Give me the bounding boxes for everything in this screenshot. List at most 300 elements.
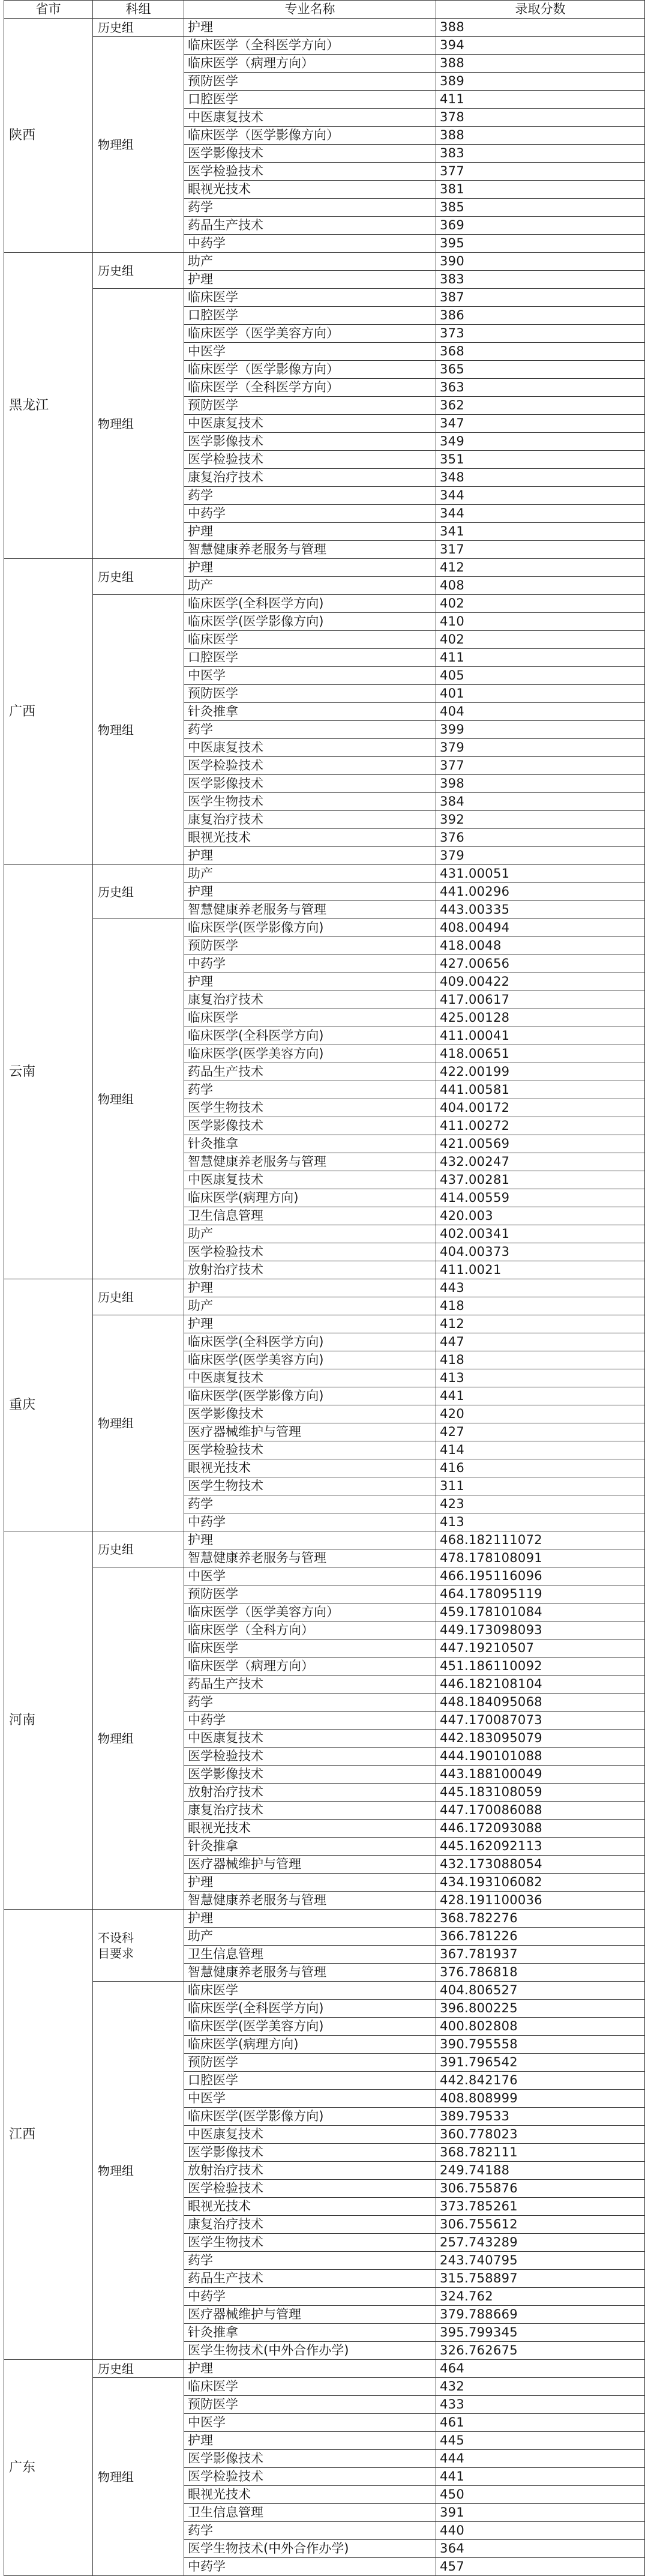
major-name-cell: 医学生物技术 xyxy=(184,1099,436,1117)
major-name-cell: 预防医学 xyxy=(184,2396,436,2414)
admission-score-cell: 392 xyxy=(436,811,645,829)
subject-group-cell xyxy=(93,2378,184,2576)
admission-score-cell: 412 xyxy=(436,1315,645,1333)
major-name-cell: 医学生物技术 xyxy=(184,793,436,811)
subject-group-cell xyxy=(93,19,184,37)
admission-score-cell: 368 xyxy=(436,343,645,361)
admission-score-cell: 411.0021 xyxy=(436,1261,645,1279)
admission-score-cell: 388 xyxy=(436,127,645,145)
major-name-cell: 医疗器械维护与管理 xyxy=(184,1423,436,1441)
admission-score-cell: 405 xyxy=(436,667,645,685)
subject-group-cell xyxy=(93,559,184,595)
subject-group-label: 物理组 xyxy=(98,722,134,737)
major-name-cell: 临床医学（全科医学方向） xyxy=(184,37,436,55)
admission-score-cell: 411.00272 xyxy=(436,1117,645,1135)
admission-score-cell: 364 xyxy=(436,2540,645,2558)
admission-score-cell: 377 xyxy=(436,757,645,775)
admission-score-cell: 443.188100049 xyxy=(436,1766,645,1784)
header-major-name: 专业名称 xyxy=(184,1,436,19)
major-name-cell: 智慧健康养老服务与管理 xyxy=(184,541,436,559)
admission-score-cell: 389 xyxy=(436,73,645,91)
admission-score-cell: 427.00656 xyxy=(436,955,645,973)
major-name-cell: 中医康复技术 xyxy=(184,1730,436,1748)
major-name-cell: 药学 xyxy=(184,721,436,739)
admission-score-cell: 459.178101084 xyxy=(436,1603,645,1621)
major-name-cell: 临床医学(全科医学方向) xyxy=(184,1027,436,1045)
admission-score-cell: 398 xyxy=(436,775,645,793)
admission-score-cell: 383 xyxy=(436,145,645,163)
admission-score-cell: 417.00617 xyxy=(436,991,645,1009)
subject-group-cell xyxy=(93,1567,184,1910)
major-name-cell: 中医康复技术 xyxy=(184,1171,436,1189)
major-name-cell: 医学生物技术 xyxy=(184,1477,436,1495)
admission-score-cell: 369 xyxy=(436,217,645,235)
major-name-cell: 中医康复技术 xyxy=(184,109,436,127)
major-name-cell: 医学检验技术 xyxy=(184,757,436,775)
major-name-cell: 中医康复技术 xyxy=(184,415,436,433)
admission-score-cell: 442.183095079 xyxy=(436,1730,645,1748)
major-name-cell: 临床医学(医学美容方向) xyxy=(184,1351,436,1369)
major-name-cell: 预防医学 xyxy=(184,73,436,91)
major-name-cell: 医学生物技术(中外合作办学) xyxy=(184,2342,436,2360)
major-name-cell: 放射治疗技术 xyxy=(184,1784,436,1802)
admission-score-cell: 315.758897 xyxy=(436,2270,645,2288)
major-name-cell: 药学 xyxy=(184,199,436,217)
major-name-cell: 中药学 xyxy=(184,2558,436,2576)
major-name-cell: 助产 xyxy=(184,253,436,271)
admission-scores-table xyxy=(4,0,645,2576)
admission-score-cell: 428.191100036 xyxy=(436,1892,645,1910)
major-name-cell: 临床医学(全科医学方向) xyxy=(184,2000,436,2018)
major-name-cell: 医疗器械维护与管理 xyxy=(184,2306,436,2324)
admission-score-cell: 433 xyxy=(436,2396,645,2414)
admission-score-cell: 418.00651 xyxy=(436,1045,645,1063)
major-name-cell: 护理 xyxy=(184,883,436,901)
major-name-cell: 医学影像技术 xyxy=(184,2144,436,2162)
subject-group-cell xyxy=(93,1910,184,1982)
admission-score-cell: 420.003 xyxy=(436,1207,645,1225)
admission-score-cell: 363 xyxy=(436,379,645,397)
major-name-cell: 临床医学（病理方向） xyxy=(184,55,436,73)
admission-score-cell: 385 xyxy=(436,199,645,217)
province-cell: 云南 xyxy=(4,865,93,1279)
subject-group-cell xyxy=(93,1279,184,1315)
admission-score-cell: 441 xyxy=(436,2468,645,2486)
major-name-cell: 临床医学（病理方向） xyxy=(184,1658,436,1676)
major-name-cell: 眼视光技术 xyxy=(184,1459,436,1477)
major-name-cell: 中药学 xyxy=(184,235,436,253)
table-row xyxy=(4,37,645,55)
admission-score-cell: 348 xyxy=(436,469,645,487)
major-name-cell: 口腔医学 xyxy=(184,91,436,109)
major-name-cell: 康复治疗技术 xyxy=(184,1802,436,1820)
subject-group-label: 历史组 xyxy=(98,2361,134,2376)
admission-score-cell: 413 xyxy=(436,1513,645,1531)
admission-score-cell: 388 xyxy=(436,19,645,37)
admission-score-cell: 347 xyxy=(436,415,645,433)
major-name-cell: 医学检验技术 xyxy=(184,1748,436,1766)
admission-score-cell: 412 xyxy=(436,559,645,577)
admission-score-cell: 447.170087073 xyxy=(436,1712,645,1730)
admission-score-cell: 351 xyxy=(436,451,645,469)
major-name-cell: 眼视光技术 xyxy=(184,2198,436,2216)
major-name-cell: 助产 xyxy=(184,1225,436,1243)
major-name-cell: 临床医学(医学影像方向) xyxy=(184,919,436,937)
admission-score-cell: 384 xyxy=(436,793,645,811)
admission-score-cell: 418 xyxy=(436,1297,645,1315)
major-name-cell: 临床医学 xyxy=(184,631,436,649)
admission-score-cell: 344 xyxy=(436,505,645,523)
major-name-cell: 助产 xyxy=(184,577,436,595)
subject-group-label: 物理组 xyxy=(98,416,134,431)
admission-score-cell: 306.755612 xyxy=(436,2216,645,2234)
admission-score-cell: 367.781937 xyxy=(436,1946,645,1964)
admission-score-cell: 390 xyxy=(436,253,645,271)
major-name-cell: 临床医学(医学影像方向) xyxy=(184,1387,436,1405)
admission-score-cell: 432.173088054 xyxy=(436,1856,645,1874)
province-cell: 重庆 xyxy=(4,1279,93,1531)
admission-score-cell: 414.00559 xyxy=(436,1189,645,1207)
major-name-cell: 药品生产技术 xyxy=(184,1063,436,1081)
major-name-cell: 临床医学 xyxy=(184,2378,436,2396)
admission-score-cell: 464 xyxy=(436,2360,645,2378)
admission-score-cell: 425.00128 xyxy=(436,1009,645,1027)
major-name-cell: 医学影像技术 xyxy=(184,1117,436,1135)
admission-score-cell: 443.00335 xyxy=(436,901,645,919)
major-name-cell: 药学 xyxy=(184,487,436,505)
admission-score-cell: 362 xyxy=(436,397,645,415)
major-name-cell: 助产 xyxy=(184,1297,436,1315)
admission-score-cell: 366.781226 xyxy=(436,1928,645,1946)
admission-score-cell: 447.19210507 xyxy=(436,1639,645,1658)
admission-score-cell: 445.162092113 xyxy=(436,1838,645,1856)
major-name-cell: 针灸推拿 xyxy=(184,1135,436,1153)
major-name-cell: 药学 xyxy=(184,2252,436,2270)
admission-score-cell: 360.778023 xyxy=(436,2126,645,2144)
admission-score-cell: 445.183108059 xyxy=(436,1784,645,1802)
major-name-cell: 临床医学（全科方向） xyxy=(184,1621,436,1639)
subject-group-cell xyxy=(93,1982,184,2360)
major-name-cell: 针灸推拿 xyxy=(184,703,436,721)
admission-score-cell: 421.00569 xyxy=(436,1135,645,1153)
admission-score-cell: 373 xyxy=(436,325,645,343)
subject-group-cell xyxy=(93,919,184,1279)
major-name-cell: 临床医学(全科医学方向) xyxy=(184,595,436,613)
major-name-cell: 医学生物技术(中外合作办学) xyxy=(184,2540,436,2558)
major-name-cell: 医学检验技术 xyxy=(184,2180,436,2198)
major-name-cell: 医学检验技术 xyxy=(184,1441,436,1459)
major-name-cell: 临床医学 xyxy=(184,1639,436,1658)
major-name-cell: 预防医学 xyxy=(184,397,436,415)
admission-score-cell: 408.808999 xyxy=(436,2090,645,2108)
subject-group-cell xyxy=(93,253,184,289)
admission-score-cell: 378 xyxy=(436,109,645,127)
major-name-cell: 放射治疗技术 xyxy=(184,1261,436,1279)
major-name-cell: 智慧健康养老服务与管理 xyxy=(184,1153,436,1171)
major-name-cell: 康复治疗技术 xyxy=(184,811,436,829)
major-name-cell: 中医学 xyxy=(184,2090,436,2108)
major-name-cell: 护理 xyxy=(184,2360,436,2378)
admission-score-cell: 413 xyxy=(436,1369,645,1387)
major-name-cell: 临床医学 xyxy=(184,1009,436,1027)
subject-group-label: 历史组 xyxy=(98,884,134,899)
major-name-cell: 临床医学(医学美容方向) xyxy=(184,2018,436,2036)
major-name-cell: 卫生信息管理 xyxy=(184,2504,436,2522)
major-name-cell: 卫生信息管理 xyxy=(184,1207,436,1225)
admission-score-cell: 441.00581 xyxy=(436,1081,645,1099)
admission-score-cell: 311 xyxy=(436,1477,645,1495)
major-name-cell: 智慧健康养老服务与管理 xyxy=(184,901,436,919)
subject-group-label: 历史组 xyxy=(98,1290,134,1305)
major-name-cell: 药学 xyxy=(184,1081,436,1099)
major-name-cell: 临床医学 xyxy=(184,1982,436,2000)
major-name-cell: 临床医学（医学影像方向） xyxy=(184,361,436,379)
admission-score-cell: 373.785261 xyxy=(436,2198,645,2216)
table-row xyxy=(4,865,645,883)
major-name-cell: 中药学 xyxy=(184,1712,436,1730)
major-name-cell: 康复治疗技术 xyxy=(184,2216,436,2234)
admission-score-cell: 391 xyxy=(436,2504,645,2522)
admission-score-cell: 379 xyxy=(436,739,645,757)
major-name-cell: 医学影像技术 xyxy=(184,2450,436,2468)
admission-score-cell: 410 xyxy=(436,613,645,631)
major-name-cell: 预防医学 xyxy=(184,2054,436,2072)
major-name-cell: 中医学 xyxy=(184,343,436,361)
major-name-cell: 智慧健康养老服务与管理 xyxy=(184,1892,436,1910)
major-name-cell: 临床医学(医学美容方向) xyxy=(184,1045,436,1063)
major-name-cell: 针灸推拿 xyxy=(184,2324,436,2342)
admission-score-cell: 400.802808 xyxy=(436,2018,645,2036)
admission-score-cell: 399 xyxy=(436,721,645,739)
major-name-cell: 助产 xyxy=(184,1928,436,1946)
major-name-cell: 医学检验技术 xyxy=(184,451,436,469)
admission-score-cell: 411 xyxy=(436,649,645,667)
admission-score-cell: 432 xyxy=(436,2378,645,2396)
major-name-cell: 医学生物技术 xyxy=(184,2234,436,2252)
major-name-cell: 临床医学(医学影像方向) xyxy=(184,613,436,631)
major-name-cell: 康复治疗技术 xyxy=(184,469,436,487)
table-header xyxy=(4,1,645,19)
admission-score-cell: 404 xyxy=(436,703,645,721)
admission-score-cell: 404.806527 xyxy=(436,1982,645,2000)
admission-score-cell: 341 xyxy=(436,523,645,541)
table-row xyxy=(4,595,645,613)
major-name-cell: 智慧健康养老服务与管理 xyxy=(184,1964,436,1982)
province-cell: 黑龙江 xyxy=(4,253,93,559)
admission-score-cell: 395.799345 xyxy=(436,2324,645,2342)
major-name-cell: 医学影像技术 xyxy=(184,1766,436,1784)
admission-score-cell: 432.00247 xyxy=(436,1153,645,1171)
admission-score-cell: 408 xyxy=(436,577,645,595)
admission-score-cell: 408.00494 xyxy=(436,919,645,937)
subject-group-cell xyxy=(93,865,184,919)
major-name-cell: 护理 xyxy=(184,847,436,865)
major-name-cell: 临床医学（医学美容方向） xyxy=(184,325,436,343)
admission-score-cell: 441.00296 xyxy=(436,883,645,901)
admission-score-cell: 383 xyxy=(436,271,645,289)
admission-score-cell: 420 xyxy=(436,1405,645,1423)
admission-score-cell: 381 xyxy=(436,181,645,199)
admission-score-cell: 376 xyxy=(436,829,645,847)
major-name-cell: 药品生产技术 xyxy=(184,2270,436,2288)
major-name-cell: 护理 xyxy=(184,1531,436,1549)
admission-score-cell: 257.743289 xyxy=(436,2234,645,2252)
admission-score-cell: 443 xyxy=(436,1279,645,1297)
admission-score-cell: 411.00041 xyxy=(436,1027,645,1045)
admission-score-cell: 395 xyxy=(436,235,645,253)
table-row xyxy=(4,1567,645,1585)
major-name-cell: 预防医学 xyxy=(184,685,436,703)
major-name-cell: 口腔医学 xyxy=(184,649,436,667)
major-name-cell: 预防医学 xyxy=(184,937,436,955)
admission-score-cell: 404.00172 xyxy=(436,1099,645,1117)
major-name-cell: 护理 xyxy=(184,19,436,37)
admission-score-cell: 427 xyxy=(436,1423,645,1441)
admission-score-cell: 445 xyxy=(436,2432,645,2450)
major-name-cell: 眼视光技术 xyxy=(184,2486,436,2504)
admission-score-cell: 396.800225 xyxy=(436,2000,645,2018)
admission-score-cell: 450 xyxy=(436,2486,645,2504)
table-body xyxy=(4,19,645,2576)
major-name-cell: 护理 xyxy=(184,1910,436,1928)
admission-score-cell: 422.00199 xyxy=(436,1063,645,1081)
subject-group-label: 物理组 xyxy=(98,1091,134,1106)
admission-score-cell: 447.170086088 xyxy=(436,1802,645,1820)
admission-score-cell: 368.782111 xyxy=(436,2144,645,2162)
admission-score-cell: 468.182111072 xyxy=(436,1531,645,1549)
admission-score-cell: 418.0048 xyxy=(436,937,645,955)
province-cell: 广东 xyxy=(4,2360,93,2576)
admission-score-cell: 389.79533 xyxy=(436,2108,645,2126)
table-row xyxy=(4,253,645,271)
admission-score-cell: 414 xyxy=(436,1441,645,1459)
major-name-cell: 医学影像技术 xyxy=(184,145,436,163)
admission-score-cell: 326.762675 xyxy=(436,2342,645,2360)
admission-score-cell: 401 xyxy=(436,685,645,703)
admission-score-cell: 431.00051 xyxy=(436,865,645,883)
major-name-cell: 临床医学(病理方向) xyxy=(184,2036,436,2054)
subject-group-label: 物理组 xyxy=(98,2469,134,2484)
major-name-cell: 临床医学(全科医学方向) xyxy=(184,1333,436,1351)
major-name-cell: 中药学 xyxy=(184,955,436,973)
admission-score-cell: 402 xyxy=(436,631,645,649)
major-name-cell: 护理 xyxy=(184,973,436,991)
admission-score-cell: 390.795558 xyxy=(436,2036,645,2054)
major-name-cell: 预防医学 xyxy=(184,1585,436,1603)
major-name-cell: 护理 xyxy=(184,271,436,289)
table-row xyxy=(4,559,645,577)
admission-score-cell: 386 xyxy=(436,307,645,325)
subject-group-label: 物理组 xyxy=(98,137,134,152)
major-name-cell: 药学 xyxy=(184,2522,436,2540)
major-name-cell: 医学检验技术 xyxy=(184,163,436,181)
major-name-cell: 药品生产技术 xyxy=(184,217,436,235)
admission-score-cell: 442.842176 xyxy=(436,2072,645,2090)
major-name-cell: 医疗器械维护与管理 xyxy=(184,1856,436,1874)
major-name-cell: 临床医学（全科医学方向） xyxy=(184,379,436,397)
subject-group-label: 历史组 xyxy=(98,20,134,35)
table-row xyxy=(4,1315,645,1333)
admission-score-cell: 249.74188 xyxy=(436,2162,645,2180)
major-name-cell: 临床医学 xyxy=(184,289,436,307)
admission-score-cell: 434.193106082 xyxy=(436,1874,645,1892)
admission-score-cell: 461 xyxy=(436,2414,645,2432)
admission-score-cell: 388 xyxy=(436,55,645,73)
admission-score-cell: 418 xyxy=(436,1351,645,1369)
subject-group-cell xyxy=(93,1531,184,1567)
admission-score-cell: 376.786818 xyxy=(436,1964,645,1982)
major-name-cell: 医学影像技术 xyxy=(184,775,436,793)
major-name-cell: 护理 xyxy=(184,1874,436,1892)
header-province: 省市 xyxy=(4,1,93,19)
major-name-cell: 医学检验技术 xyxy=(184,2468,436,2486)
admission-score-cell: 243.740795 xyxy=(436,2252,645,2270)
province-cell: 广西 xyxy=(4,559,93,865)
admission-score-cell: 441 xyxy=(436,1387,645,1405)
admission-score-cell: 440 xyxy=(436,2522,645,2540)
admission-score-cell: 379.788669 xyxy=(436,2306,645,2324)
major-name-cell: 卫生信息管理 xyxy=(184,1946,436,1964)
major-name-cell: 药品生产技术 xyxy=(184,1676,436,1694)
admission-score-cell: 451.186110092 xyxy=(436,1658,645,1676)
header-subject-group: 科组 xyxy=(93,1,184,19)
admission-score-cell: 457 xyxy=(436,2558,645,2576)
major-name-cell: 药学 xyxy=(184,1694,436,1712)
subject-group-label: 物理组 xyxy=(98,1416,134,1431)
table-row xyxy=(4,1531,645,1549)
major-name-cell: 医学检验技术 xyxy=(184,1243,436,1261)
admission-score-cell: 317 xyxy=(436,541,645,559)
major-name-cell: 临床医学(病理方向) xyxy=(184,1189,436,1207)
major-name-cell: 眼视光技术 xyxy=(184,1820,436,1838)
subject-group-label: 物理组 xyxy=(98,1731,134,1746)
major-name-cell: 中药学 xyxy=(184,2288,436,2306)
admission-score-cell: 437.00281 xyxy=(436,1171,645,1189)
admission-score-cell: 349 xyxy=(436,433,645,451)
admission-score-cell: 409.00422 xyxy=(436,973,645,991)
table-row xyxy=(4,919,645,937)
major-name-cell: 护理 xyxy=(184,523,436,541)
major-name-cell: 助产 xyxy=(184,865,436,883)
major-name-cell: 药学 xyxy=(184,1495,436,1513)
major-name-cell: 中药学 xyxy=(184,1513,436,1531)
admission-score-cell: 365 xyxy=(436,361,645,379)
header-admission-score: 录取分数 xyxy=(436,1,645,19)
major-name-cell: 口腔医学 xyxy=(184,2072,436,2090)
major-name-cell: 智慧健康养老服务与管理 xyxy=(184,1549,436,1567)
major-name-cell: 针灸推拿 xyxy=(184,1838,436,1856)
subject-group-cell xyxy=(93,1315,184,1531)
admission-score-cell: 344 xyxy=(436,487,645,505)
table-row xyxy=(4,1910,645,1928)
subject-group-cell xyxy=(93,2360,184,2378)
subject-group-cell xyxy=(93,289,184,559)
admission-score-cell: 391.796542 xyxy=(436,2054,645,2072)
major-name-cell: 护理 xyxy=(184,1315,436,1333)
major-name-cell: 放射治疗技术 xyxy=(184,2162,436,2180)
major-name-cell: 临床医学（医学美容方向） xyxy=(184,1603,436,1621)
admission-score-cell: 377 xyxy=(436,163,645,181)
major-name-cell: 中医康复技术 xyxy=(184,739,436,757)
major-name-cell: 中医康复技术 xyxy=(184,2126,436,2144)
admission-score-cell: 447 xyxy=(436,1333,645,1351)
major-name-cell: 中医学 xyxy=(184,1567,436,1585)
admission-score-cell: 448.184095068 xyxy=(436,1694,645,1712)
table-row xyxy=(4,289,645,307)
admission-score-cell: 416 xyxy=(436,1459,645,1477)
admission-score-cell: 324.762 xyxy=(436,2288,645,2306)
subject-group-label: 历史组 xyxy=(98,1542,134,1557)
